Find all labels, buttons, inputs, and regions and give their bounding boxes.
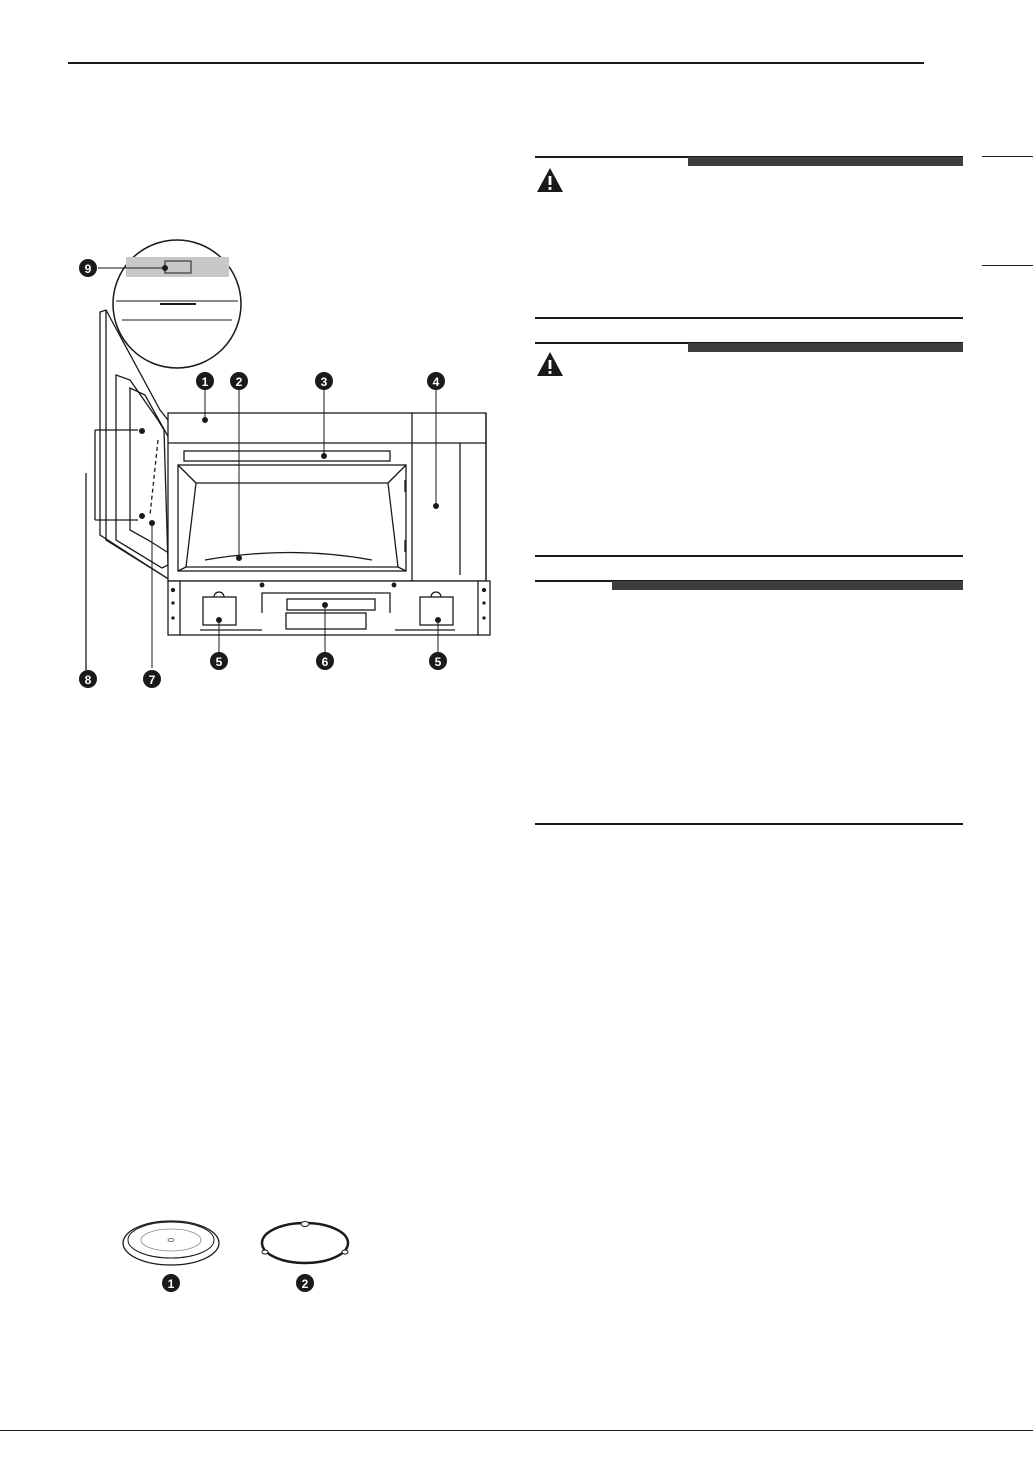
warning-triangle-icon	[535, 350, 565, 378]
svg-text:2: 2	[301, 1277, 309, 1291]
note-box-bottom-rule	[535, 823, 963, 825]
svg-text:5: 5	[215, 655, 223, 669]
callout-badge-3	[315, 372, 333, 390]
warning-box-1-bottom-rule	[535, 317, 963, 319]
svg-text:2: 2	[235, 375, 243, 389]
warning-triangle-icon	[535, 166, 565, 194]
svg-text:3: 3	[320, 375, 328, 389]
svg-text:9: 9	[84, 262, 92, 276]
callout-badge-8	[79, 670, 97, 688]
svg-text:1: 1	[201, 375, 209, 389]
page-bottom-rule	[0, 1430, 1033, 1431]
warning-box-2-band	[688, 343, 963, 352]
side-tab-top-line	[982, 156, 1033, 157]
svg-text:8: 8	[84, 673, 92, 687]
callout-badge-9	[79, 259, 97, 277]
svg-text:1: 1	[167, 1277, 175, 1291]
callout-badge-accessory-1	[162, 1274, 180, 1292]
magnifier-detail	[113, 240, 241, 368]
callout-badge-4	[427, 372, 445, 390]
warning-box-2-bottom-rule	[535, 555, 963, 557]
svg-text:6: 6	[321, 655, 329, 669]
bottom-panel	[168, 581, 490, 635]
callout-badge-2	[230, 372, 248, 390]
microwave-parts-diagram	[60, 230, 500, 700]
callout-badge-5-left	[210, 652, 228, 670]
note-box-band	[612, 581, 963, 590]
callout-badge-accessory-2	[296, 1274, 314, 1292]
page-top-rule	[68, 62, 924, 64]
callout-badge-6	[316, 652, 334, 670]
cabinet	[168, 413, 486, 581]
callout-badge-7	[143, 670, 161, 688]
svg-text:5: 5	[434, 655, 442, 669]
warning-box-1-band	[688, 157, 963, 166]
callout-badge-5-right	[429, 652, 447, 670]
glass-tray-illustration	[118, 1215, 228, 1295]
callout-badge-1	[196, 372, 214, 390]
side-tab-bottom-line	[982, 265, 1033, 266]
roller-ring-illustration	[255, 1215, 365, 1295]
svg-text:4: 4	[432, 375, 440, 389]
svg-text:7: 7	[148, 673, 156, 687]
